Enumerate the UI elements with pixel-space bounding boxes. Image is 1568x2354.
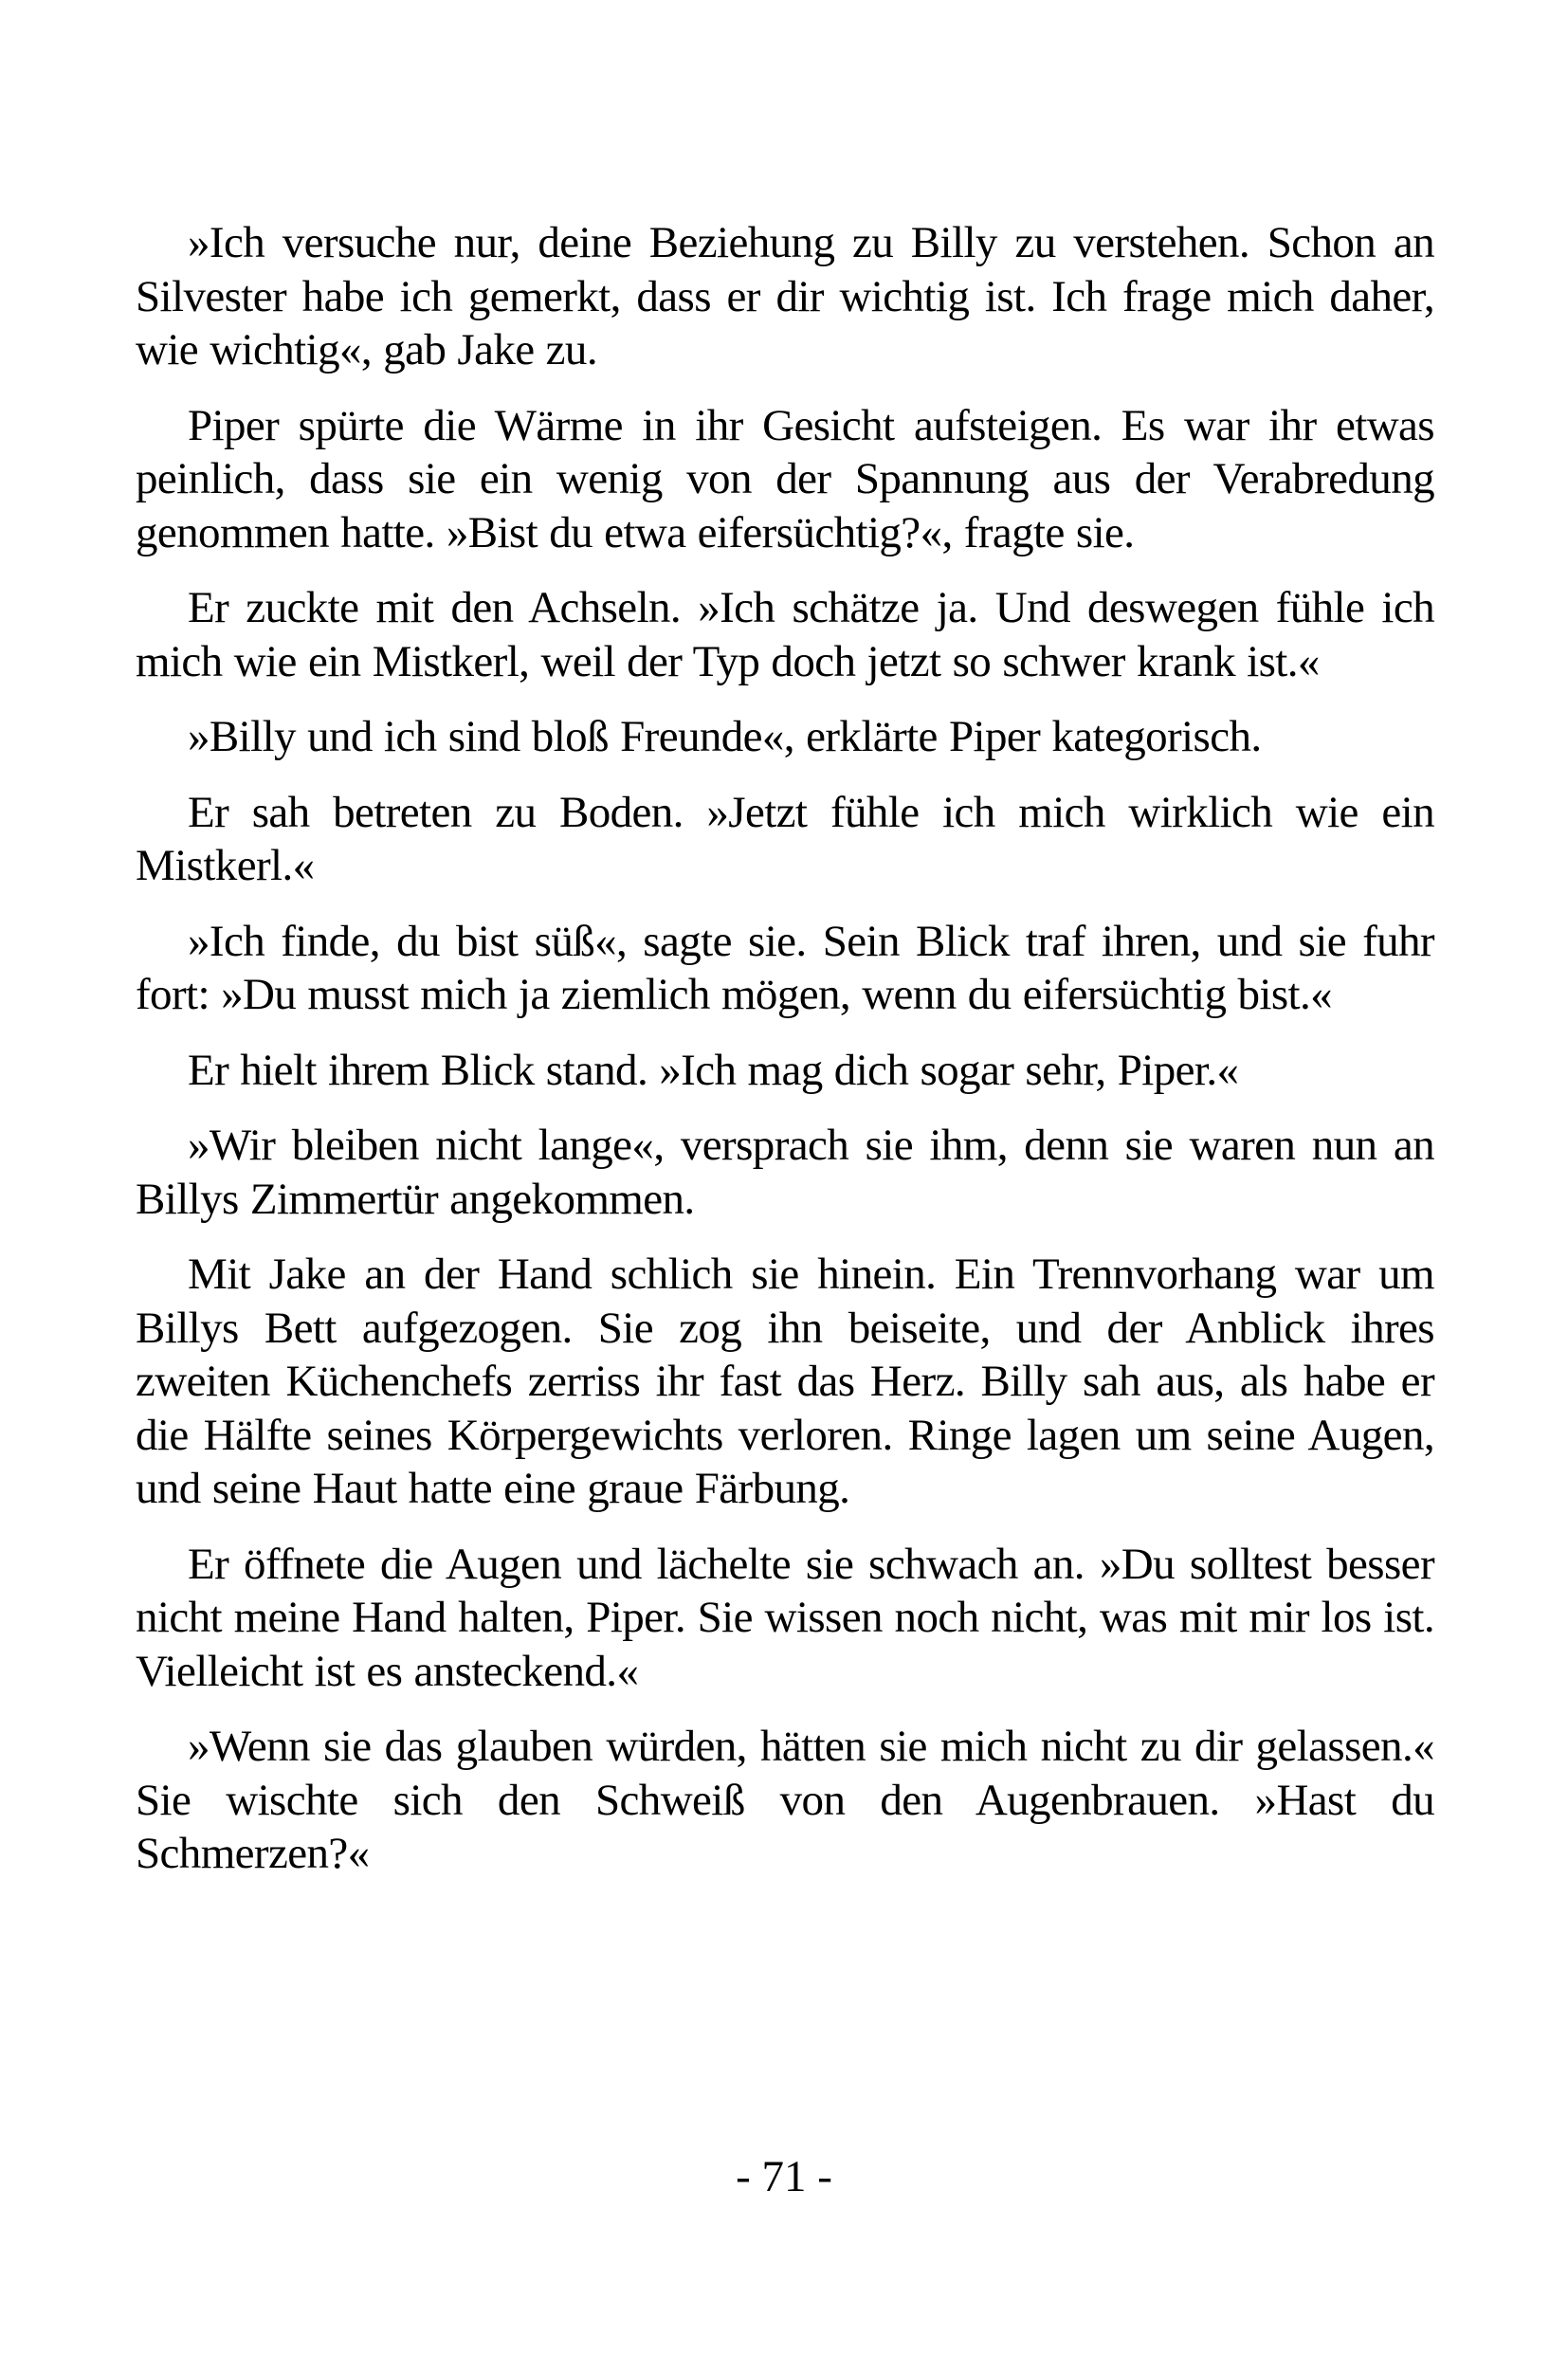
paragraph-8: »Wir bleiben nicht lange«, versprach sie ihm, denn sie waren nun an Billys Zimmertür angekommen. xyxy=(136,1121,1434,1224)
paragraph-7: Er hielt ihrem Blick stand. »Ich mag dich sogar sehr, Piper.« xyxy=(188,1045,1239,1095)
paragraph-11: »Wenn sie das glauben würden, hätten sie mich nicht zu dir gelassen.« Sie wischte sich den Schweiß von den Augenbrauen. »Hast du Schmerzen?« xyxy=(136,1722,1434,1878)
page-body xyxy=(136,216,1434,1903)
paragraph-6: »Ich finde, du bist süß«, sagte sie. Sein Blick traf ihren, und sie fuhr fort: »Du musst mich ja ziemlich mögen, wenn du eifersüchtig bist.« xyxy=(136,916,1434,1019)
paragraph-4: »Billy und ich sind bloß Freunde«, erklärte Piper kategorisch. xyxy=(188,712,1262,761)
paragraph-3: Er zuckte mit den Achseln. »Ich schätze ja. Und deswegen fühle ich mich wie ein Mistkerl, weil der Typ doch jetzt so schwer krank ist.« xyxy=(136,583,1434,686)
paragraph-2: Piper spürte die Wärme in ihr Gesicht aufsteigen. Es war ihr etwas peinlich, dass sie ein wenig von der Spannung aus der Verabredung genommen hatte. »Bist du etwa eifersüchtig?«, fragte sie. xyxy=(136,400,1434,557)
page-number: - 71 - xyxy=(736,2152,832,2201)
paragraph-10: Er öffnete die Augen und lächelte sie schwach an. »Du solltest besser nicht meine Hand halten, Piper. Sie wissen noch nicht, was mit mir los ist. Vielleicht ist es ansteckend.« xyxy=(136,1539,1434,1696)
paragraph-5: Er sah betreten zu Boden. »Jetzt fühle ich mich wirklich wie ein Mistkerl.« xyxy=(136,787,1434,890)
paragraph-9: Mit Jake an der Hand schlich sie hinein. Ein Trennvorhang war um Billys Bett aufgezogen. Sie zog ihn beiseite, und der Anblick ihres zweiten Küchenchefs zerriss ihr fast das Herz. Billy sah aus, als habe er die Hälfte seines Körpergewichts verloren. Ringe lagen um seine Augen, und seine Haut hatte eine graue Färbung. xyxy=(136,1250,1434,1513)
paragraph-1: »Ich versuche nur, deine Beziehung zu Billy zu verstehen. Schon an Silvester habe ich gemerkt, dass er dir wichtig ist. Ich frage mich daher, wie wichtig«, gab Jake zu. xyxy=(136,218,1434,374)
